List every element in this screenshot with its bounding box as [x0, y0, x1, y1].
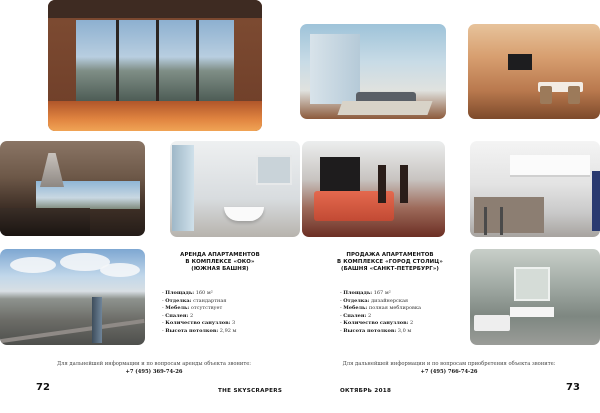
spec-furniture: - Мебель: отсутствует — [162, 305, 223, 312]
photo-dining-room — [468, 24, 600, 119]
right-specs-list — [340, 290, 421, 336]
left-contact-text: Для дальнейшей информации и по вопросам аренды объекта звоните: — [56, 361, 252, 367]
spec-area: - Площадь: 167 м² — [340, 290, 391, 296]
magazine-name: THE SKYSCRAPERS — [218, 388, 283, 394]
photo-panoramic-window — [48, 0, 262, 131]
spec-ceiling-height: - Высота потолков: 3,0 м — [340, 327, 412, 334]
left-page-number: 72 — [36, 382, 50, 393]
photo-living-room — [300, 24, 446, 119]
spec-bathrooms: - Количество санузлов: 2 — [340, 320, 414, 327]
right-phone: +7 (495) 766-74-26 — [420, 369, 478, 375]
left-listing-title: АРЕНДА АПАРТАМЕНТОВ В КОМПЛЕКСЕ «ОКО» (ЮЖНАЯ БАШНЯ) — [180, 252, 260, 273]
right-contact — [318, 360, 580, 376]
photo-grey-bathroom — [470, 249, 600, 345]
right-page-number: 73 — [566, 382, 580, 393]
left-specs-list — [162, 290, 236, 336]
right-listing-title: ПРОДАЖА АПАРТАМЕНТОВ В КОМПЛЕКСЕ «ГОРОД СТОЛИЦ» (БАШНЯ «САНКТ-ПЕТЕРБУРГ») — [337, 252, 443, 273]
photo-bathroom — [170, 141, 300, 237]
right-contact-text: Для дальнейшей информации и по вопросам приобретения объекта звоните: — [342, 361, 556, 367]
photo-kitchen-hood — [0, 141, 145, 236]
spec-furniture: - Мебель: полная меблировка — [340, 305, 421, 312]
left-contact — [30, 360, 278, 376]
spec-area: - Площадь: 160 м² — [162, 290, 213, 296]
spec-bedrooms: - Спален: 2 — [340, 312, 372, 319]
spec-finish: - Отделка: стандартная — [162, 297, 227, 304]
issue-date: ОКТЯБРЬ 2018 — [340, 388, 392, 394]
photo-bedroom — [302, 141, 445, 237]
left-phone: +7 (495) 369-74-26 — [125, 369, 183, 375]
photo-white-kitchen — [470, 141, 600, 237]
spec-finish: - Отделка: дизайнерская — [340, 297, 409, 304]
spec-bathrooms: - Количество санузлов: 3 — [162, 320, 236, 327]
spec-bedrooms: - Спален: 2 — [162, 312, 194, 319]
spec-ceiling-height: - Высота потолков: 2,92 м — [162, 327, 237, 334]
photo-city-aerial — [0, 249, 145, 345]
